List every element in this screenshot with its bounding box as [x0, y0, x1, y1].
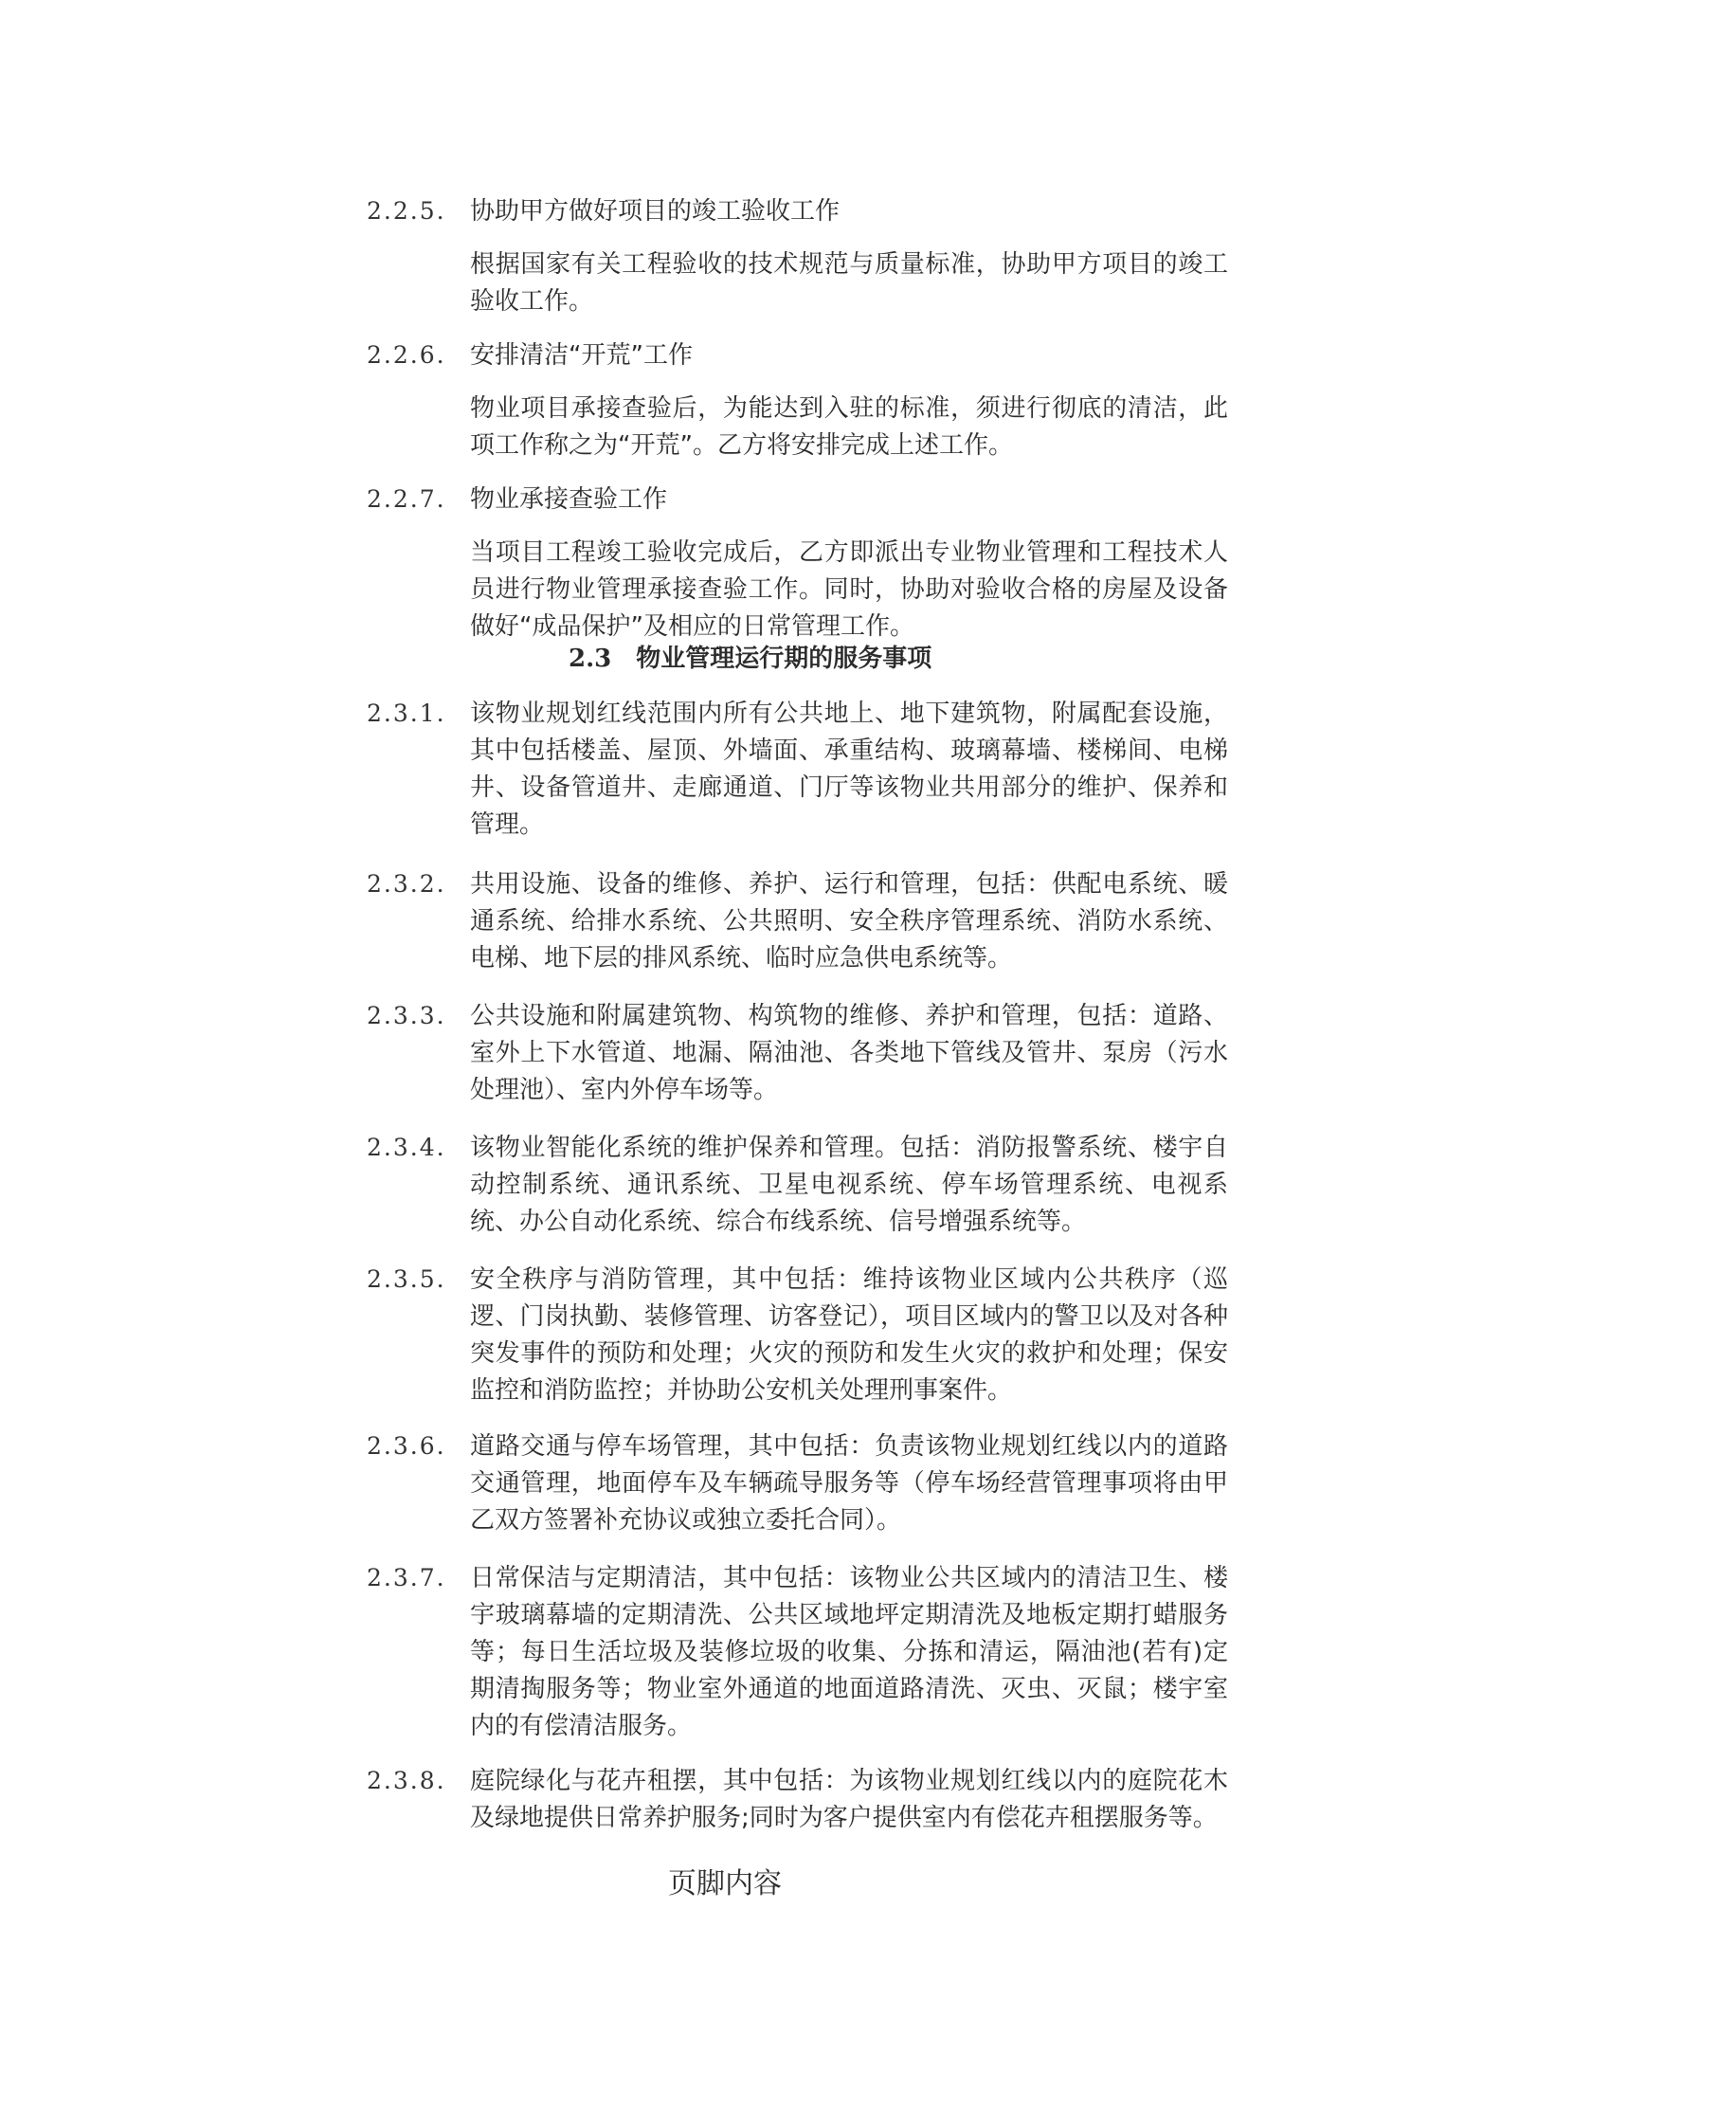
item-title: 协助甲方做好项目的竣工验收工作: [470, 197, 841, 226]
item-body: 物业项目承接查验后，为能达到入驻的标准，须进行彻底的清洁，此项工作称之为“开荒”。乙方将安排完成上述工作。: [470, 394, 1228, 460]
item-text: 道路交通与停车场管理，其中包括：负责该物业规划红线以内的道路交通管理，地面停车及车辆疏导服务等（停车场经营管理事项将由甲乙双方签署补充协议或独立委托合同）。: [470, 1432, 1228, 1535]
item-number: 2.3.1.: [367, 700, 446, 727]
item-title: 物业承接查验工作: [470, 485, 668, 514]
list-item-2-3-2: [367, 866, 1239, 980]
list-item-2-3-4: [367, 1130, 1239, 1244]
item-number: 2.3.4.: [367, 1134, 446, 1161]
section-number: 2.3: [569, 645, 612, 673]
item-text: 该物业规划红线范围内所有公共地上、地下建筑物，附属配套设施，其中包括楼盖、屋顶、外墙面、承重结构、玻璃幕墙、楼梯间、电梯井、设备管道井、走廊通道、门厅等该物业共用部分的维护、保养和管理。: [470, 700, 1228, 839]
sub-item-2-2-6: [367, 337, 1239, 461]
item-number: 2.2.5.: [367, 197, 446, 225]
section-heading: [569, 641, 931, 677]
item-number: 2.3.7.: [367, 1564, 446, 1591]
list-item-2-3-7: [367, 1560, 1239, 1750]
sub-item-2-2-7: [367, 482, 1239, 643]
section-title: 物业管理运行期的服务事项: [636, 645, 932, 673]
item-text: 公共设施和附属建筑物、构筑物的维修、养护和管理，包括：道路、室外上下水管道、地漏、隔油池、各类地下管线及管井、泵房（污水处理池）、室内外停车场等。: [470, 1002, 1228, 1104]
list-item-2-3-8: [367, 1763, 1239, 1839]
item-number: 2.3.6.: [367, 1432, 446, 1460]
item-body: 根据国家有关工程验收的技术规范与质量标准，协助甲方项目的竣工验收工作。: [470, 250, 1228, 316]
page-footer: 页脚内容: [668, 1867, 782, 1900]
item-text: 日常保洁与定期清洁，其中包括：该物业公共区域内的清洁卫生、楼宇玻璃幕墙的定期清洗、公共区域地坪定期清洗及地板定期打蜡服务等；每日生活垃圾及装修垃圾的收集、分拣和清运，隔油池(若有)定期清掏服务等；物业室外通道的地面道路清洗、灭虫、灭鼠；楼宇室内的有偿清洁服务。: [470, 1564, 1228, 1740]
item-number: 2.2.7.: [367, 485, 446, 513]
item-text: 共用设施、设备的维修、养护、运行和管理，包括：供配电系统、暖通系统、给排水系统、公共照明、安全秩序管理系统、消防水系统、电梯、地下层的排风系统、临时应急供电系统等。: [470, 870, 1228, 973]
item-number: 2.3.8.: [367, 1767, 446, 1794]
list-item-2-3-1: [367, 696, 1239, 847]
item-number: 2.3.2.: [367, 870, 446, 898]
item-number: 2.3.3.: [367, 1002, 446, 1029]
list-item-2-3-3: [367, 998, 1239, 1112]
item-body: 当项目工程竣工验收完成后，乙方即派出专业物业管理和工程技术人员进行物业管理承接查验工作。同时，协助对验收合格的房屋及设备做好“成品保护”及相应的日常管理工作。: [470, 538, 1228, 641]
item-number: 2.3.5.: [367, 1265, 446, 1293]
item-number: 2.2.6.: [367, 341, 446, 369]
item-text: 庭院绿化与花卉租摆，其中包括：为该物业规划红线以内的庭院花木及绿地提供日常养护服务;同时为客户提供室内有偿花卉租摆服务等。: [470, 1767, 1228, 1832]
item-title: 安排清洁“开荒”工作: [470, 341, 693, 370]
list-item-2-3-5: [367, 1262, 1239, 1451]
item-text: 安全秩序与消防管理，其中包括：维持该物业区域内公共秩序（巡逻、门岗执勤、装修管理、访客登记），项目区域内的警卫以及对各种突发事件的预防和处理；火灾的预防和发生火灾的救护和处理；保安监控和消防监控；并协助公安机关处理刑事案件。: [470, 1265, 1228, 1405]
sub-item-2-2-5: [367, 193, 1239, 317]
list-item-2-3-6: [367, 1428, 1239, 1542]
item-text: 该物业智能化系统的维护保养和管理。包括：消防报警系统、楼宇自动控制系统、通讯系统、卫星电视系统、停车场管理系统、电视系统、办公自动化系统、综合布线系统、信号增强系统等。: [470, 1134, 1228, 1236]
